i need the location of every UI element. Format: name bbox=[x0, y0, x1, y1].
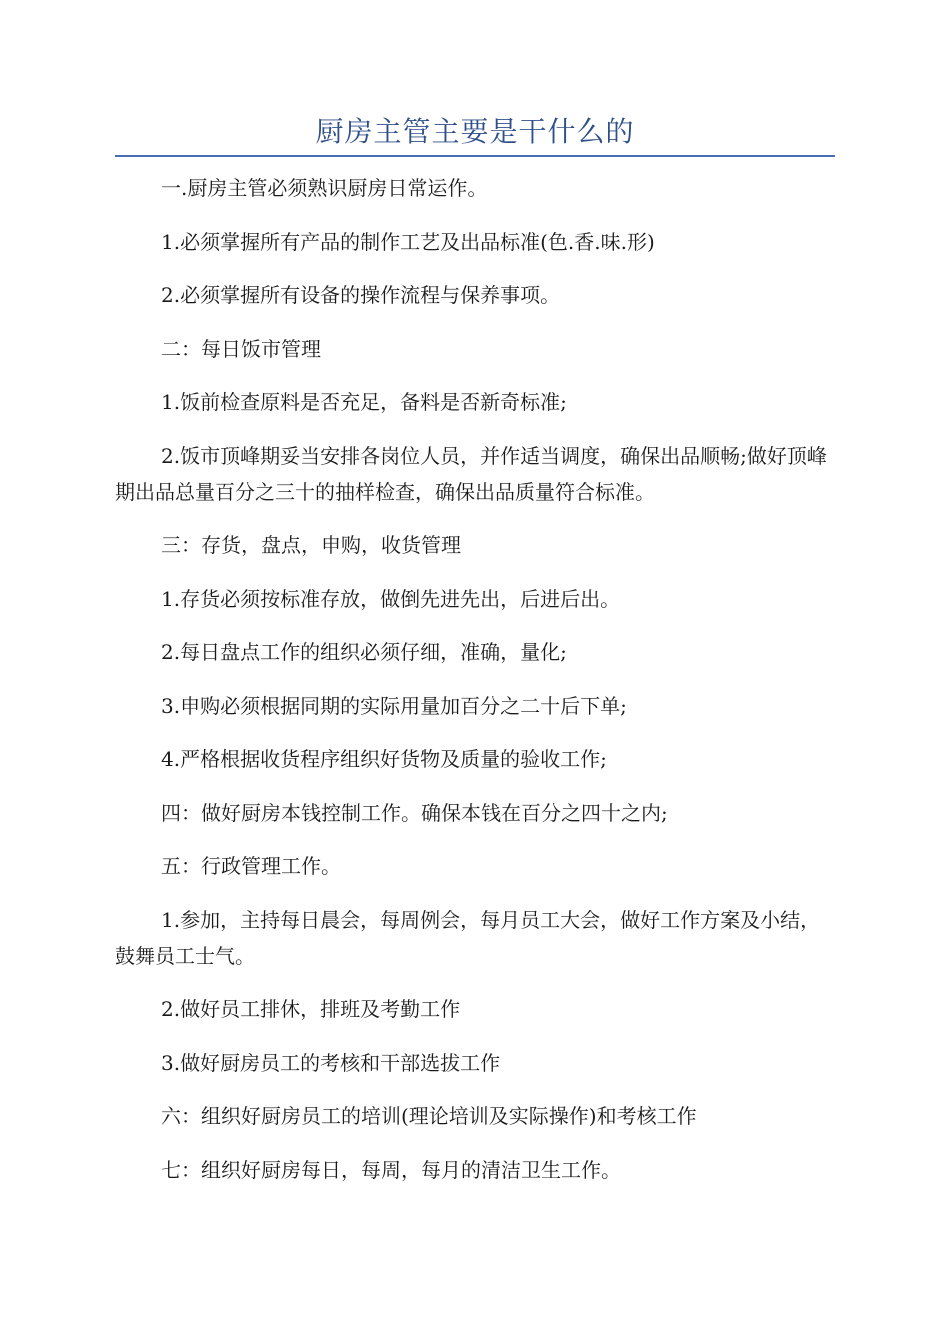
paragraph-12: 四：做好厨房本钱控制工作。确保本钱在百分之四十之内; bbox=[161, 800, 668, 825]
paragraph-6: 2.饭市顶峰期妥当安排各岗位人员，并作适当调度，确保出品顺畅;做好顶峰期出品总量百分之三十的抽样检查，确保出品质量符合标准。 bbox=[115, 443, 827, 504]
paragraph-8: 1.存货必须按标准存放，做倒先进先出，后进后出。 bbox=[161, 586, 621, 611]
paragraph-9: 2.每日盘点工作的组织必须仔细，准确，量化; bbox=[161, 640, 567, 664]
paragraph-18: 七：组织好厨房每日，每周，每月的清洁卫生工作。 bbox=[161, 1157, 621, 1182]
paragraph-11: 4.严格根据收货程序组织好货物及质量的验收工作; bbox=[161, 747, 607, 771]
paragraph-3: 2.必须掌握所有设备的操作流程与保养事项。 bbox=[161, 283, 561, 307]
paragraph-1: 一.厨房主管必须熟识厨房日常运作。 bbox=[161, 176, 488, 200]
paragraph-10: 3.申购必须根据同期的实际用量加百分之二十后下单; bbox=[161, 693, 627, 718]
paragraph-7: 三：存货，盘点，申购，收货管理 bbox=[161, 533, 461, 557]
paragraph-5: 1.饭前检查原料是否充足，备料是否新奇标准; bbox=[161, 390, 567, 414]
paragraph-15: 2.做好员工排休，排班及考勤工作 bbox=[161, 997, 461, 1021]
paragraph-14: 1.参加，主持每日晨会，每周例会，每月员工大会，做好工作方案及小结，鼓舞员工士气。 bbox=[115, 907, 821, 968]
paragraph-17: 六：组织好厨房员工的培训(理论培训及实际操作)和考核工作 bbox=[161, 1104, 697, 1128]
paragraph-13: 五：行政管理工作。 bbox=[161, 854, 341, 878]
paragraph-16: 3.做好厨房员工的考核和干部选拔工作 bbox=[161, 1050, 501, 1075]
document-body bbox=[115, 170, 835, 1205]
page-title: 厨房主管主要是干什么的 bbox=[315, 115, 635, 148]
paragraph-4: 二：每日饭市管理 bbox=[161, 336, 321, 361]
paragraph-2: 1.必须掌握所有产品的制作工艺及出品标准(色.香.味.形) bbox=[161, 229, 655, 254]
title-divider bbox=[115, 155, 835, 157]
